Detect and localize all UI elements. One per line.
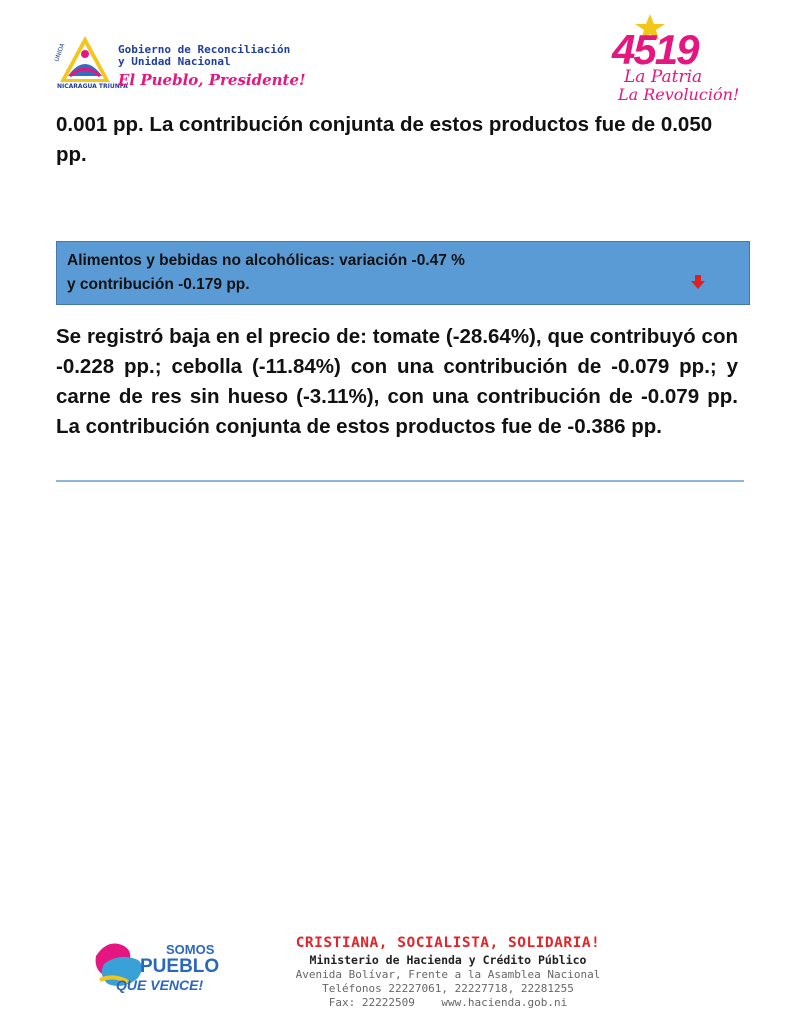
- gov-slogan: El Pueblo, Presidente!: [118, 71, 306, 89]
- section-divider: [56, 480, 744, 482]
- footer-contact-block: [250, 934, 646, 1010]
- somos-pueblo-logo: [94, 934, 224, 994]
- logo-4519-line1: La Patria: [624, 67, 703, 87]
- somos-line1: SOMOS: [166, 942, 215, 957]
- government-name-block: [118, 44, 306, 89]
- footer-address: Avenida Bolívar, Frente a la Asamblea Nacional: [295, 968, 601, 981]
- paragraph-price-decrease: Se registró baja en el precio de: tomate (-28.64%), que contribuyó con -0.228 pp.; cebolla (-11.84%) con una contribución de -0.079 pp.; y carne de res sin hueso (-3.11%), con una contribución de -0.079 pp. La contribución conjunta de estos productos fue de -0.386 pp.: [56, 325, 738, 438]
- emblem-arc-text: UNIDA: [53, 42, 67, 63]
- footer-motto: CRISTIANA, SOCIALISTA, SOLIDARIA!: [295, 935, 601, 951]
- footer-website-link[interactable]: www.hacienda.gob.ni: [441, 996, 568, 1009]
- gov-name-line2: y Unidad Nacional: [118, 55, 231, 68]
- footer-fax-web-row: [250, 996, 646, 1010]
- category-summary-line2: y contribución -0.179 pp.: [67, 276, 250, 293]
- footer-fax: Fax: 22222509: [328, 996, 415, 1009]
- footer-ministry: Ministerio de Hacienda y Crédito Público: [309, 953, 587, 967]
- paragraph-previous-contribution: 0.001 pp. La contribución conjunta de estos productos fue de 0.050 pp.: [56, 113, 713, 166]
- category-summary-line1: Alimentos y bebidas no alcohólicas: variación -0.47 %: [67, 252, 465, 269]
- somos-line2: PUEBLO: [140, 956, 220, 977]
- government-emblem-logo: [52, 32, 128, 90]
- category-summary-box: [56, 241, 750, 305]
- somos-line3: QUE VENCE!: [116, 977, 204, 993]
- gov-name-line1: Gobierno de Reconciliación: [118, 43, 291, 56]
- category-summary-text: [67, 249, 627, 297]
- logo-4519: [610, 12, 750, 104]
- logo-4519-number: 4519: [612, 26, 698, 73]
- footer-phones: Teléfonos 22227061, 22227718, 22281255: [322, 982, 574, 995]
- down-arrow-icon: [691, 275, 705, 289]
- logo-4519-line2: La Revolución!: [618, 85, 740, 104]
- emblem-base-text: NICARAGUA TRIUNFA: [57, 83, 128, 90]
